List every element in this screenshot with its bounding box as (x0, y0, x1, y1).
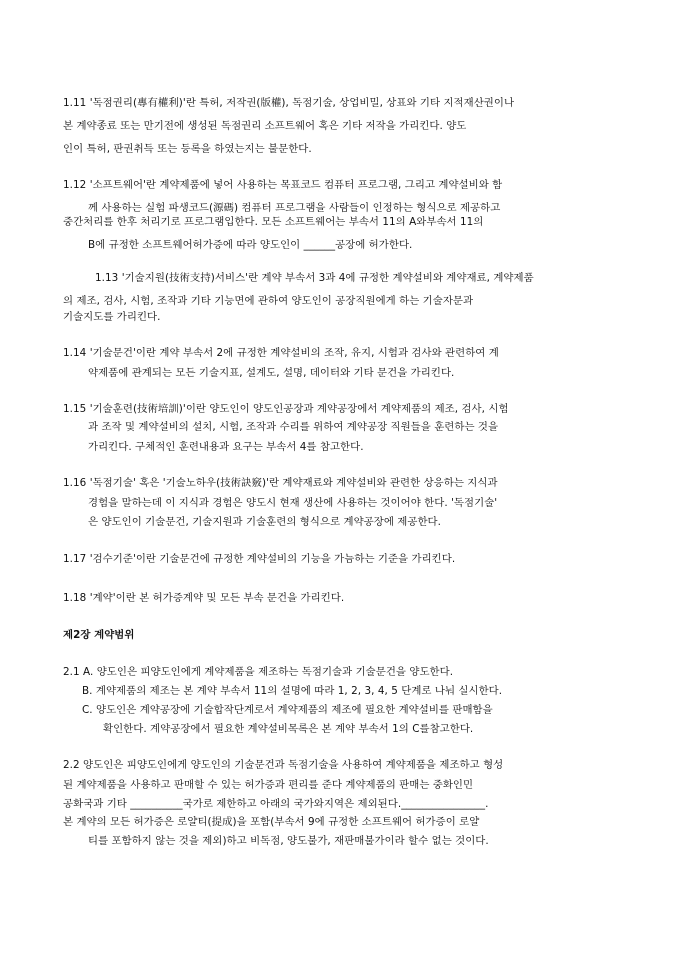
text-line: 의 제조, 검사, 시험, 조작과 기타 기능면에 관하여 양도인이 공장직원에게 하는 기술자문과 (63, 295, 474, 307)
text-line: 1.11 '독점권리(專有權利)'란 특허, 저작권(版權), 독점기술, 상업비밀, 상표와 기타 지적재산권이나 (63, 97, 515, 109)
text-line: 가리킨다. 구체적인 훈련내용과 요구는 부속서 4를 참고한다. (88, 441, 364, 453)
text-line: 2.2 양도인은 피양도인에게 양도인의 기술문건과 독점기술을 사용하여 계약제품을 제조하고 형성 (63, 759, 504, 771)
text-line: 1.12 '소프트웨어'란 계약제품에 넣어 사용하는 목표코드 컴퓨터 프로그램, 그리고 계약설비와 함 (63, 179, 503, 191)
text-line: 티를 포함하지 않는 것을 제외)하고 비독점, 양도불가, 재판매불가이라 할수 없는 것이다. (88, 835, 489, 847)
text-line: B에 규정한 소프트웨어허가증에 따라 양도인이 ______공장에 허가한다. (88, 239, 413, 251)
chapter-2-heading: 제2장 계약범위 (63, 629, 135, 641)
text-line: 1.16 '독점기술' 혹은 '기술노하우(技術訣竅)'란 계약재료와 계약설비와 관련한 상응하는 지식과 (63, 477, 498, 489)
text-line: 본 계약의 모든 허가증은 로얄티(提成)을 포함(부속서 9에 규정한 소프트웨어 허가증이 로얄 (63, 816, 480, 828)
text-line: 경험을 말하는데 이 지식과 경험은 양도시 현재 생산에 사용하는 것이어야 한다. '독점기술' (88, 497, 498, 509)
text-line: 약제품에 관계되는 모든 기술지표, 설계도, 설명, 데이터와 기타 문건을 가리킨다. (88, 367, 455, 379)
text-line: 중간처리를 한후 처리기로 프로그램입한다. 모든 소프트웨어는 부속서 11의 A와부속서 11의 (63, 216, 484, 228)
text-line: 1.14 '기술문건'이란 계약 부속서 2에 규정한 계약설비의 조작, 유지, 시험과 검사와 관련하여 계 (63, 347, 499, 359)
text-line: B. 계약제품의 제조는 본 계약 부속서 11의 설명에 따라 1, 2, 3, 4, 5 단계로 나눠 실시한다. (82, 685, 503, 697)
text-line: 기술지도를 가리킨다. (63, 311, 161, 323)
text-line: 2.1 A. 양도인은 피양도인에게 계약제품을 제조하는 독점기술과 기술문건을 양도한다. (63, 666, 454, 678)
text-line: 과 조작 및 계약설비의 설치, 시험, 조작과 수리를 위하여 계약공장 직원들을 훈련하는 것을 (88, 421, 499, 433)
text-line: 확인한다. 계약공장에서 필요한 계약설비목록은 본 계약 부속서 1의 C를참고한다. (103, 723, 474, 735)
text-line: 은 양도인이 기술문건, 기술지원과 기술훈련의 형식으로 계약공장에 제공한다. (88, 516, 441, 528)
text-line: 인이 특허, 판권취득 또는 등록을 하였는지는 불문한다. (63, 143, 312, 155)
text-line: 본 계약종료 또는 만기전에 생성된 독점권리 소프트웨어 혹은 기타 저작을 가리킨다. 양도 (63, 120, 467, 132)
text-line: 1.17 '검수기준'이란 기술문건에 규정한 계약설비의 기능을 가늠하는 기준을 가리킨다. (63, 553, 456, 565)
text-line: 께 사용하는 실험 파생코드(源碼) 컴퓨터 프로그램을 사람들이 인정하는 형식으로 제공하고 (88, 202, 501, 214)
text-line: 공화국과 기타 __________국가로 제한하고 아래의 국가와지역은 제외된다.________________. (63, 798, 489, 810)
text-line: 된 계약제품을 사용하고 판매할 수 있는 허가증과 편리를 준다 계약제품의 판매는 중화인민 (63, 779, 474, 791)
text-line: 1.13 '기술지원(技術支持)서비스'란 계약 부속서 3과 4에 규정한 계약설비와 계약재료, 계약제품 (95, 272, 534, 284)
text-line: C. 양도인은 계약공장에 기술합작단계로서 계약제품의 제조에 필요한 계약설비를 판매함을 (82, 704, 493, 716)
text-line: 1.15 '기술훈련(技術培訓)'이란 양도인이 양도인공장과 계약공장에서 계약제품의 제조, 검사, 시험 (63, 403, 509, 415)
text-line: 1.18 '계약'이란 본 허가증계약 및 모든 부속 문건을 가리킨다. (63, 592, 345, 604)
